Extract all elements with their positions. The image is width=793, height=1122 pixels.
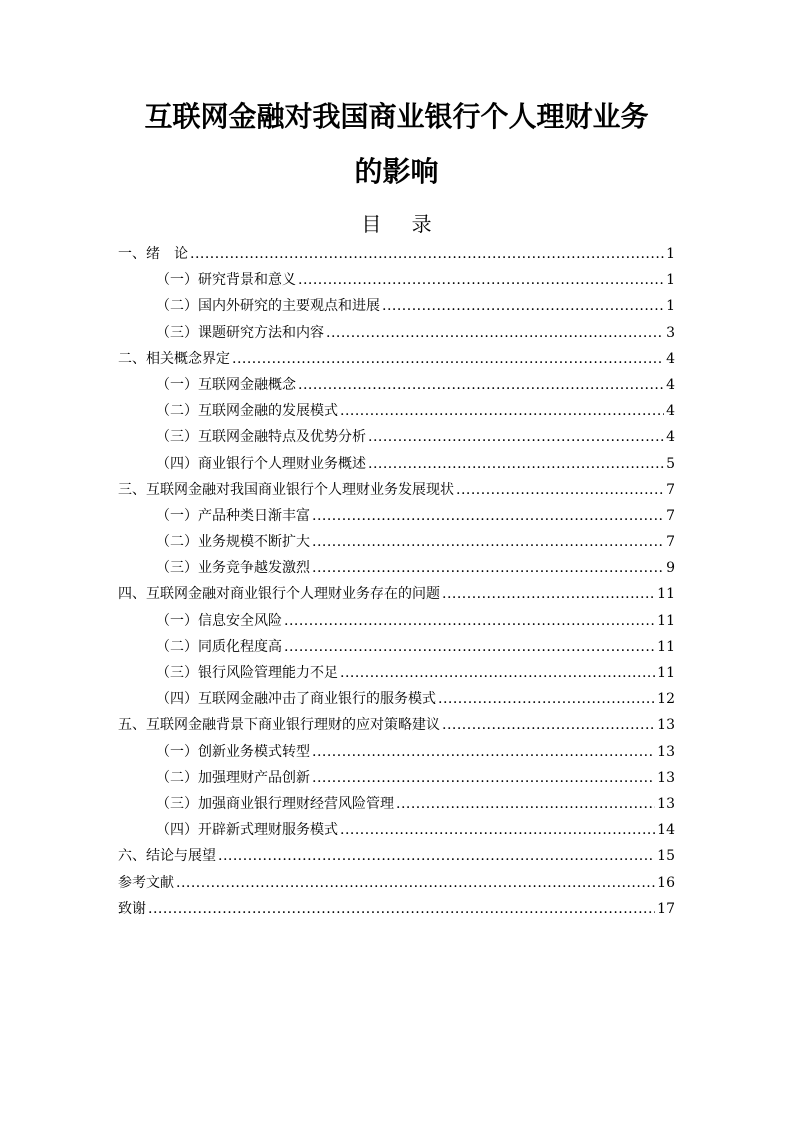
toc-entry-label: 课题研究方法和内容 [198,324,324,341]
toc-entry-label: 业务竞争越发激烈 [198,560,310,577]
toc-entry-label: 互联网金融对商业银行个人理财业务存在的问题 [146,586,440,603]
toc-entry-label: 互联网金融对我国商业银行个人理财业务发展现状 [146,481,454,498]
toc-entry-label: 加强商业银行理财经营风险管理 [198,795,394,812]
toc-entry-number: （二） [156,298,198,315]
toc-entry-label: 互联网金融的发展模式 [198,403,338,420]
toc-entry[interactable] [118,555,675,581]
toc-entry-label: 信息安全风险 [198,612,282,629]
toc-entry-page-number: 4 [666,403,675,420]
toc-entry-page-number: 17 [657,900,675,917]
toc-entry-number: 一、 [118,246,146,262]
toc-dot-leader [340,817,655,843]
toc-dot-leader [312,555,664,581]
toc-entry[interactable] [118,765,675,791]
toc-entry-page-number: 11 [657,586,675,603]
toc-entry-number: （三） [156,560,198,577]
toc-entry[interactable] [118,870,675,896]
toc-dot-leader [176,870,655,896]
toc-entry[interactable] [118,372,675,398]
toc-entry-number: （一） [156,272,198,289]
toc-entry-label: 相关概念界定 [146,350,230,367]
toc-dot-leader [326,320,664,346]
toc-entry[interactable] [118,451,675,477]
toc-entry[interactable] [118,608,675,634]
toc-entry[interactable] [118,686,675,712]
toc-entry-page-number: 7 [666,507,675,524]
toc-dot-leader [340,398,664,424]
toc-dot-leader [284,634,655,660]
toc-entry[interactable] [118,817,675,843]
toc-entry-label: 互联网金融背景下商业银行理财的应对策略建议 [146,717,440,734]
toc-heading: 目 录 [361,212,444,236]
toc-entry-page-number: 9 [666,560,675,577]
toc-entry-number: （四） [156,691,198,708]
toc-entry-number: （一） [156,743,198,760]
toc-entry[interactable] [118,791,675,817]
toc-entry-number: （三） [156,429,198,446]
toc-entry-page-number: 11 [657,612,675,629]
toc-entry-number: （一） [156,507,198,524]
toc-dot-leader [312,765,655,791]
toc-entry-page-number: 4 [666,376,675,393]
toc-entry[interactable] [118,739,675,765]
toc-entry-page-number: 11 [657,638,675,655]
toc-entry[interactable] [118,424,675,450]
toc-entry-number: （四） [156,822,198,839]
toc-entry[interactable] [118,634,675,660]
toc-entry[interactable] [118,398,675,424]
toc-entry[interactable] [118,503,675,529]
toc-entry[interactable] [118,712,675,738]
toc-dot-leader [442,712,655,738]
toc-entry-label: 商业银行个人理财业务概述 [198,455,366,472]
toc-entry-label: 结论与展望 [146,848,216,865]
toc-dot-leader [312,739,655,765]
toc-entry-number: 六、 [118,848,146,865]
toc-entry-page-number: 12 [657,691,675,708]
toc-entry-page-number: 1 [666,298,675,315]
toc-entry-number: 二、 [118,350,146,367]
toc-dot-leader [190,241,664,267]
table-of-contents [118,241,675,922]
toc-entry[interactable] [118,581,675,607]
toc-entry-label: 绪 论 [146,246,188,262]
toc-entry-page-number: 13 [657,717,675,734]
toc-dot-leader [218,843,655,869]
toc-entry-number: 三、 [118,481,146,498]
toc-entry-label: 同质化程度高 [198,638,282,655]
toc-dot-leader [368,451,664,477]
toc-entry[interactable] [118,843,675,869]
toc-entry-number: （四） [156,455,198,472]
toc-entry-number: （二） [156,769,198,786]
toc-entry-label: 产品种类日渐丰富 [198,507,310,524]
toc-entry[interactable] [118,896,675,922]
toc-entry[interactable] [118,660,675,686]
toc-entry-label: 互联网金融概念 [198,376,296,393]
toc-entry-label: 互联网金融冲击了商业银行的服务模式 [198,691,436,708]
toc-entry-label: 银行风险管理能力不足 [198,665,338,681]
toc-entry-label: 互联网金融特点及优势分析 [198,429,366,446]
document-title-line-2: 的影响 [354,155,439,188]
toc-entry[interactable] [118,477,675,503]
toc-entry-page-number: 13 [657,795,675,812]
toc-dot-leader [298,372,664,398]
toc-dot-leader [382,293,664,319]
toc-entry-page-number: 3 [666,324,675,341]
toc-entry-page-number: 1 [666,246,675,262]
toc-entry-page-number: 7 [666,481,675,498]
toc-entry-number: （三） [156,324,198,341]
toc-entry-page-number: 4 [666,429,675,446]
toc-dot-leader [312,503,664,529]
toc-entry-page-number: 13 [657,769,675,786]
toc-dot-leader [396,791,655,817]
toc-entry[interactable] [118,346,675,372]
toc-dot-leader [368,424,664,450]
toc-entry-page-number: 13 [657,743,675,760]
toc-entry-number: （一） [156,612,198,629]
toc-dot-leader [312,529,664,555]
toc-entry-page-number: 11 [657,665,675,681]
toc-entry-number: （一） [156,376,198,393]
toc-entry-label: 研究背景和意义 [198,272,296,289]
toc-entry-label: 创新业务模式转型 [198,743,310,760]
toc-dot-leader [456,477,664,503]
toc-entry-page-number: 1 [666,272,675,289]
toc-entry-number: （二） [156,638,198,655]
toc-entry[interactable] [118,293,675,319]
toc-entry-page-number: 15 [657,848,675,865]
toc-dot-leader [442,581,655,607]
toc-entry-label: 业务规模不断扩大 [198,534,310,551]
toc-entry-label: 参考文献 [118,874,174,891]
toc-entry[interactable] [118,529,675,555]
toc-entry-page-number: 5 [666,455,675,472]
toc-entry-number: （三） [156,665,198,681]
toc-entry[interactable] [118,267,675,293]
document-title-line-1: 互联网金融对我国商业银行个人理财业务 [144,100,649,133]
toc-entry-number: （二） [156,403,198,420]
toc-entry[interactable] [118,241,675,267]
toc-dot-leader [232,346,664,372]
toc-dot-leader [148,896,655,922]
toc-entry-number: 四、 [118,586,146,603]
toc-entry-label: 致谢 [118,900,146,917]
toc-entry-label: 开辟新式理财服务模式 [198,822,338,839]
toc-entry-number: 五、 [118,717,146,734]
toc-dot-leader [298,267,664,293]
toc-entry-number: （三） [156,795,198,812]
toc-entry-number: （二） [156,534,198,551]
toc-entry-page-number: 4 [666,350,675,367]
toc-dot-leader [438,686,655,712]
toc-entry[interactable] [118,320,675,346]
toc-entry-label: 国内外研究的主要观点和进展 [198,298,380,315]
toc-dot-leader [284,608,655,634]
toc-entry-page-number: 7 [666,534,675,551]
toc-entry-label: 加强理财产品创新 [198,769,310,786]
toc-entry-page-number: 16 [657,874,675,891]
toc-entry-page-number: 14 [657,822,675,839]
toc-dot-leader [340,660,655,686]
